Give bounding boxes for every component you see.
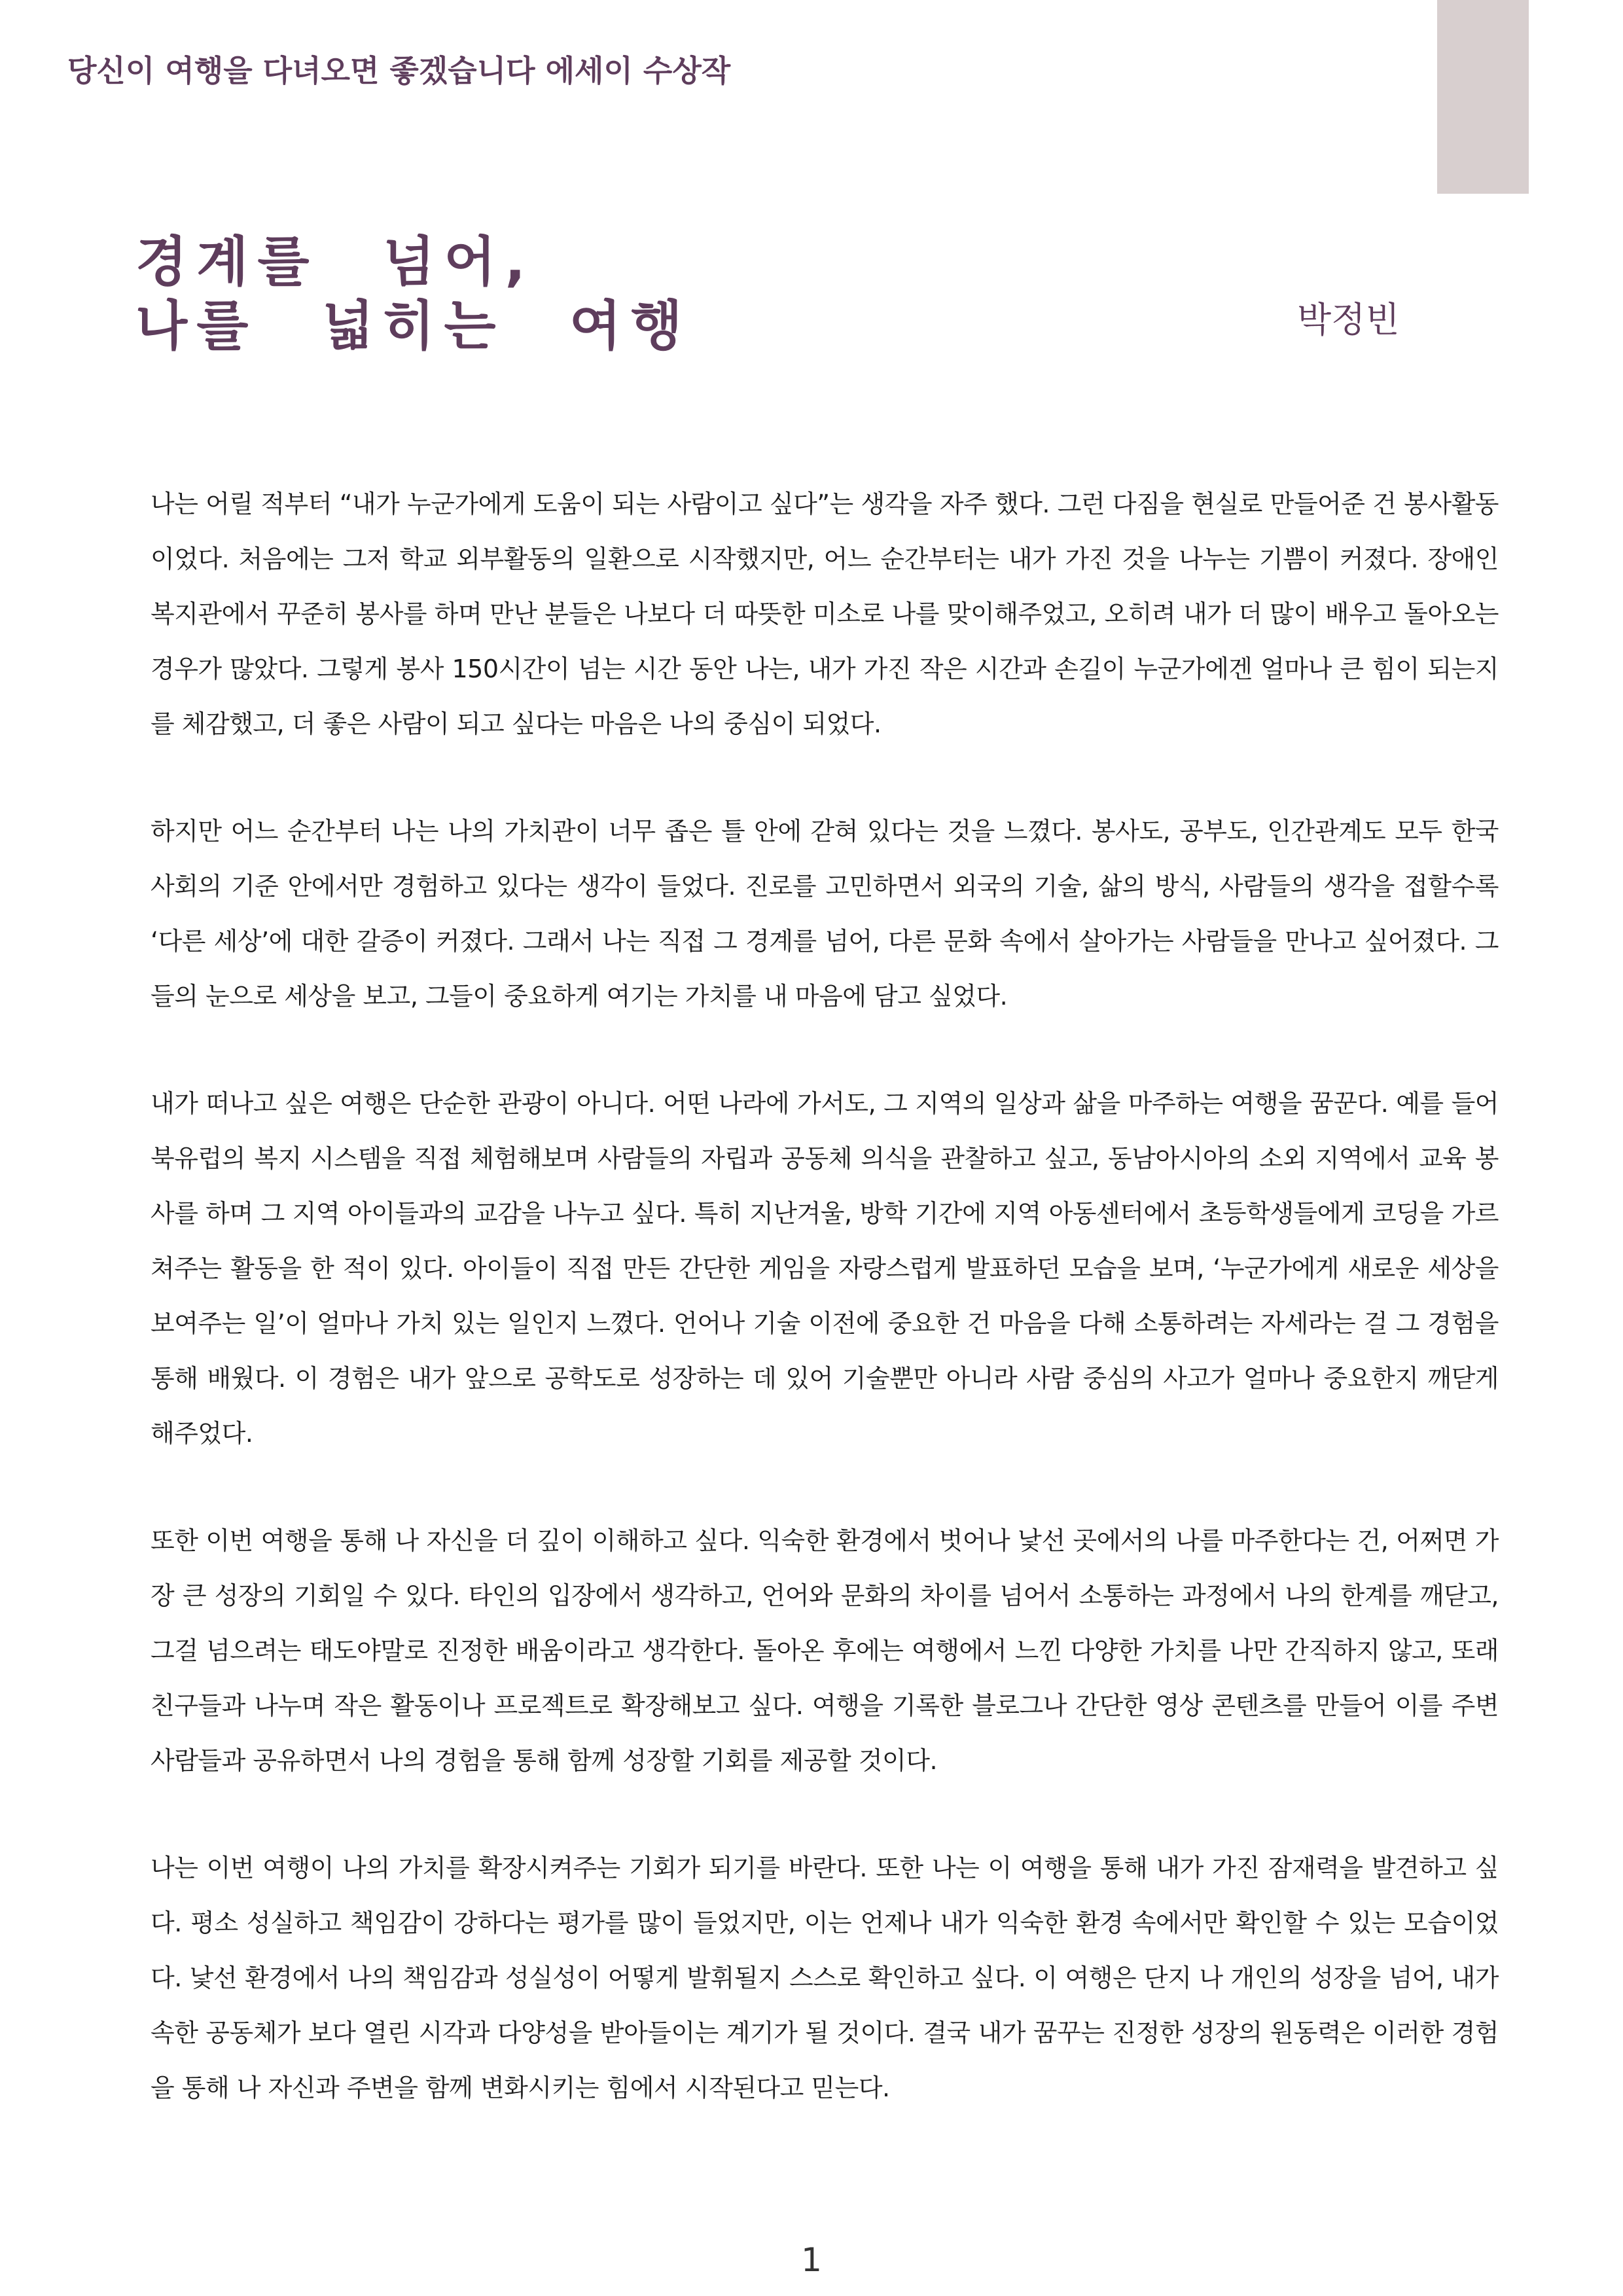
essay-body (151, 476, 1499, 2168)
essay-paragraph-2: 하지만 어느 순간부터 나는 나의 가치관이 너무 좁은 틀 안에 갇혀 있다는 것을 느꼈다. 봉사도, 공부도, 인간관계도 모두 한국 사회의 기준 안에서만 경험하고 있다는 생각이 들었다. 진로를 고민하면서 외국의 기술, 삶의 방식, 사람들의 생각을 접할수록 ‘다른 세상’에 대한 갈증이 커졌다. 그래서 나는 직접 그 경계를 넘어, 다른 문화 속에서 살아가는 사람들을 만나고 싶어졌다. 그들의 눈으로 세상을 보고, 그들이 중요하게 여기는 가치를 내 마음에 담고 싶었다. (151, 817, 1499, 1011)
essay-paragraph-5: 나는 이번 여행이 나의 가치를 확장시켜주는 기회가 되기를 바란다. 또한 나는 이 여행을 통해 내가 가진 잠재력을 발견하고 싶다. 평소 성실하고 책임감이 강하다는 평가를 많이 들었지만, 이는 언제나 내가 익숙한 환경 속에서만 확인할 수 있는 모습이었다. 낯선 환경에서 나의 책임감과 성실성이 어떻게 발휘될지 스스로 확인하고 싶다. 이 여행은 단지 나 개인의 성장을 넘어, 내가 속한 공동체가 보다 열린 시각과 다양성을 받아들이는 계기가 될 것이다. 결국 내가 꿈꾸는 진정한 성장의 원동력은 이러한 경험을 통해 나 자신과 주변을 함께 변화시키는 힘에서 시작된다고 믿는다. (151, 1854, 1499, 2102)
essay-paragraph-4: 또한 이번 여행을 통해 나 자신을 더 깊이 이해하고 싶다. 익숙한 환경에서 벗어나 낯선 곳에서의 나를 마주한다는 건, 어쩌면 가장 큰 성장의 기회일 수 있다. 타인의 입장에서 생각하고, 언어와 문화의 차이를 넘어서 소통하는 과정에서 나의 한계를 깨닫고, 그걸 넘으려는 태도야말로 진정한 배움이라고 생각한다. 돌아온 후에는 여행에서 느낀 다양한 가치를 나만 간직하지 않고, 또래 친구들과 나누며 작은 활동이나 프로젝트로 확장해보고 싶다. 여행을 기록한 블로그나 간단한 영상 콘텐츠를 만들어 이를 주변 사람들과 공유하면서 나의 경험을 통해 함께 성장할 기회를 제공할 것이다. (151, 1526, 1499, 1775)
essay-paragraph-3: 내가 떠나고 싶은 여행은 단순한 관광이 아니다. 어떤 나라에 가서도, 그 지역의 일상과 삶을 마주하는 여행을 꿈꾼다. 예를 들어 북유럽의 복지 시스템을 직접 체험해보며 사람들의 자립과 공동체 의식을 관찰하고 싶고, 동남아시아의 소외 지역에서 교육 봉사를 하며 그 지역 아이들과의 교감을 나누고 싶다. 특히 지난겨울, 방학 기간에 지역 아동센터에서 초등학생들에게 코딩을 가르쳐주는 활동을 한 적이 있다. 아이들이 직접 만든 간단한 게임을 자랑스럽게 발표하던 모습을 보며, ‘누군가에게 새로운 세상을 보여주는 일’이 얼마나 가치 있는 일인지 느꼈다. 언어나 기술 이전에 중요한 건 마음을 다해 소통하려는 자세라는 걸 그 경험을 통해 배웠다. 이 경험은 내가 앞으로 공학도로 성장하는 데 있어 기술뿐만 아니라 사람 중심의 사고가 얼마나 중요한지 깨닫게 해주었다. (151, 1089, 1499, 1448)
essay-title-line-2: 나를 넓히는 여행 (135, 295, 692, 357)
corner-tab-decoration (1437, 0, 1529, 194)
publication-header: 당신이 여행을 다녀오면 좋겠습니다 에세이 수상작 (67, 53, 731, 88)
page-number: 1 (801, 2241, 822, 2279)
essay-title (135, 230, 692, 359)
essay-paragraph-1: 나는 어릴 적부터 “내가 누군가에게 도움이 되는 사람이고 싶다”는 생각을 자주 했다. 그런 다짐을 현실로 만들어준 건 봉사활동이었다. 처음에는 그저 학교 외부활동의 일환으로 시작했지만, 어느 순간부터는 내가 가진 것을 나누는 기쁨이 커졌다. 장애인 복지관에서 꾸준히 봉사를 하며 만난 분들은 나보다 더 따뜻한 미소로 나를 맞이해주었고, 오히려 내가 더 많이 배우고 돌아오는 경우가 많았다. 그렇게 봉사 150시간이 넘는 시간 동안 나는, 내가 가진 작은 시간과 손길이 누군가에겐 얼마나 큰 힘이 되는지를 체감했고, 더 좋은 사람이 되고 싶다는 마음은 나의 중심이 되었다. (151, 490, 1499, 738)
author-name: 박정빈 (1297, 299, 1400, 340)
essay-title-line-1: 경계를 넘어, (135, 231, 535, 293)
